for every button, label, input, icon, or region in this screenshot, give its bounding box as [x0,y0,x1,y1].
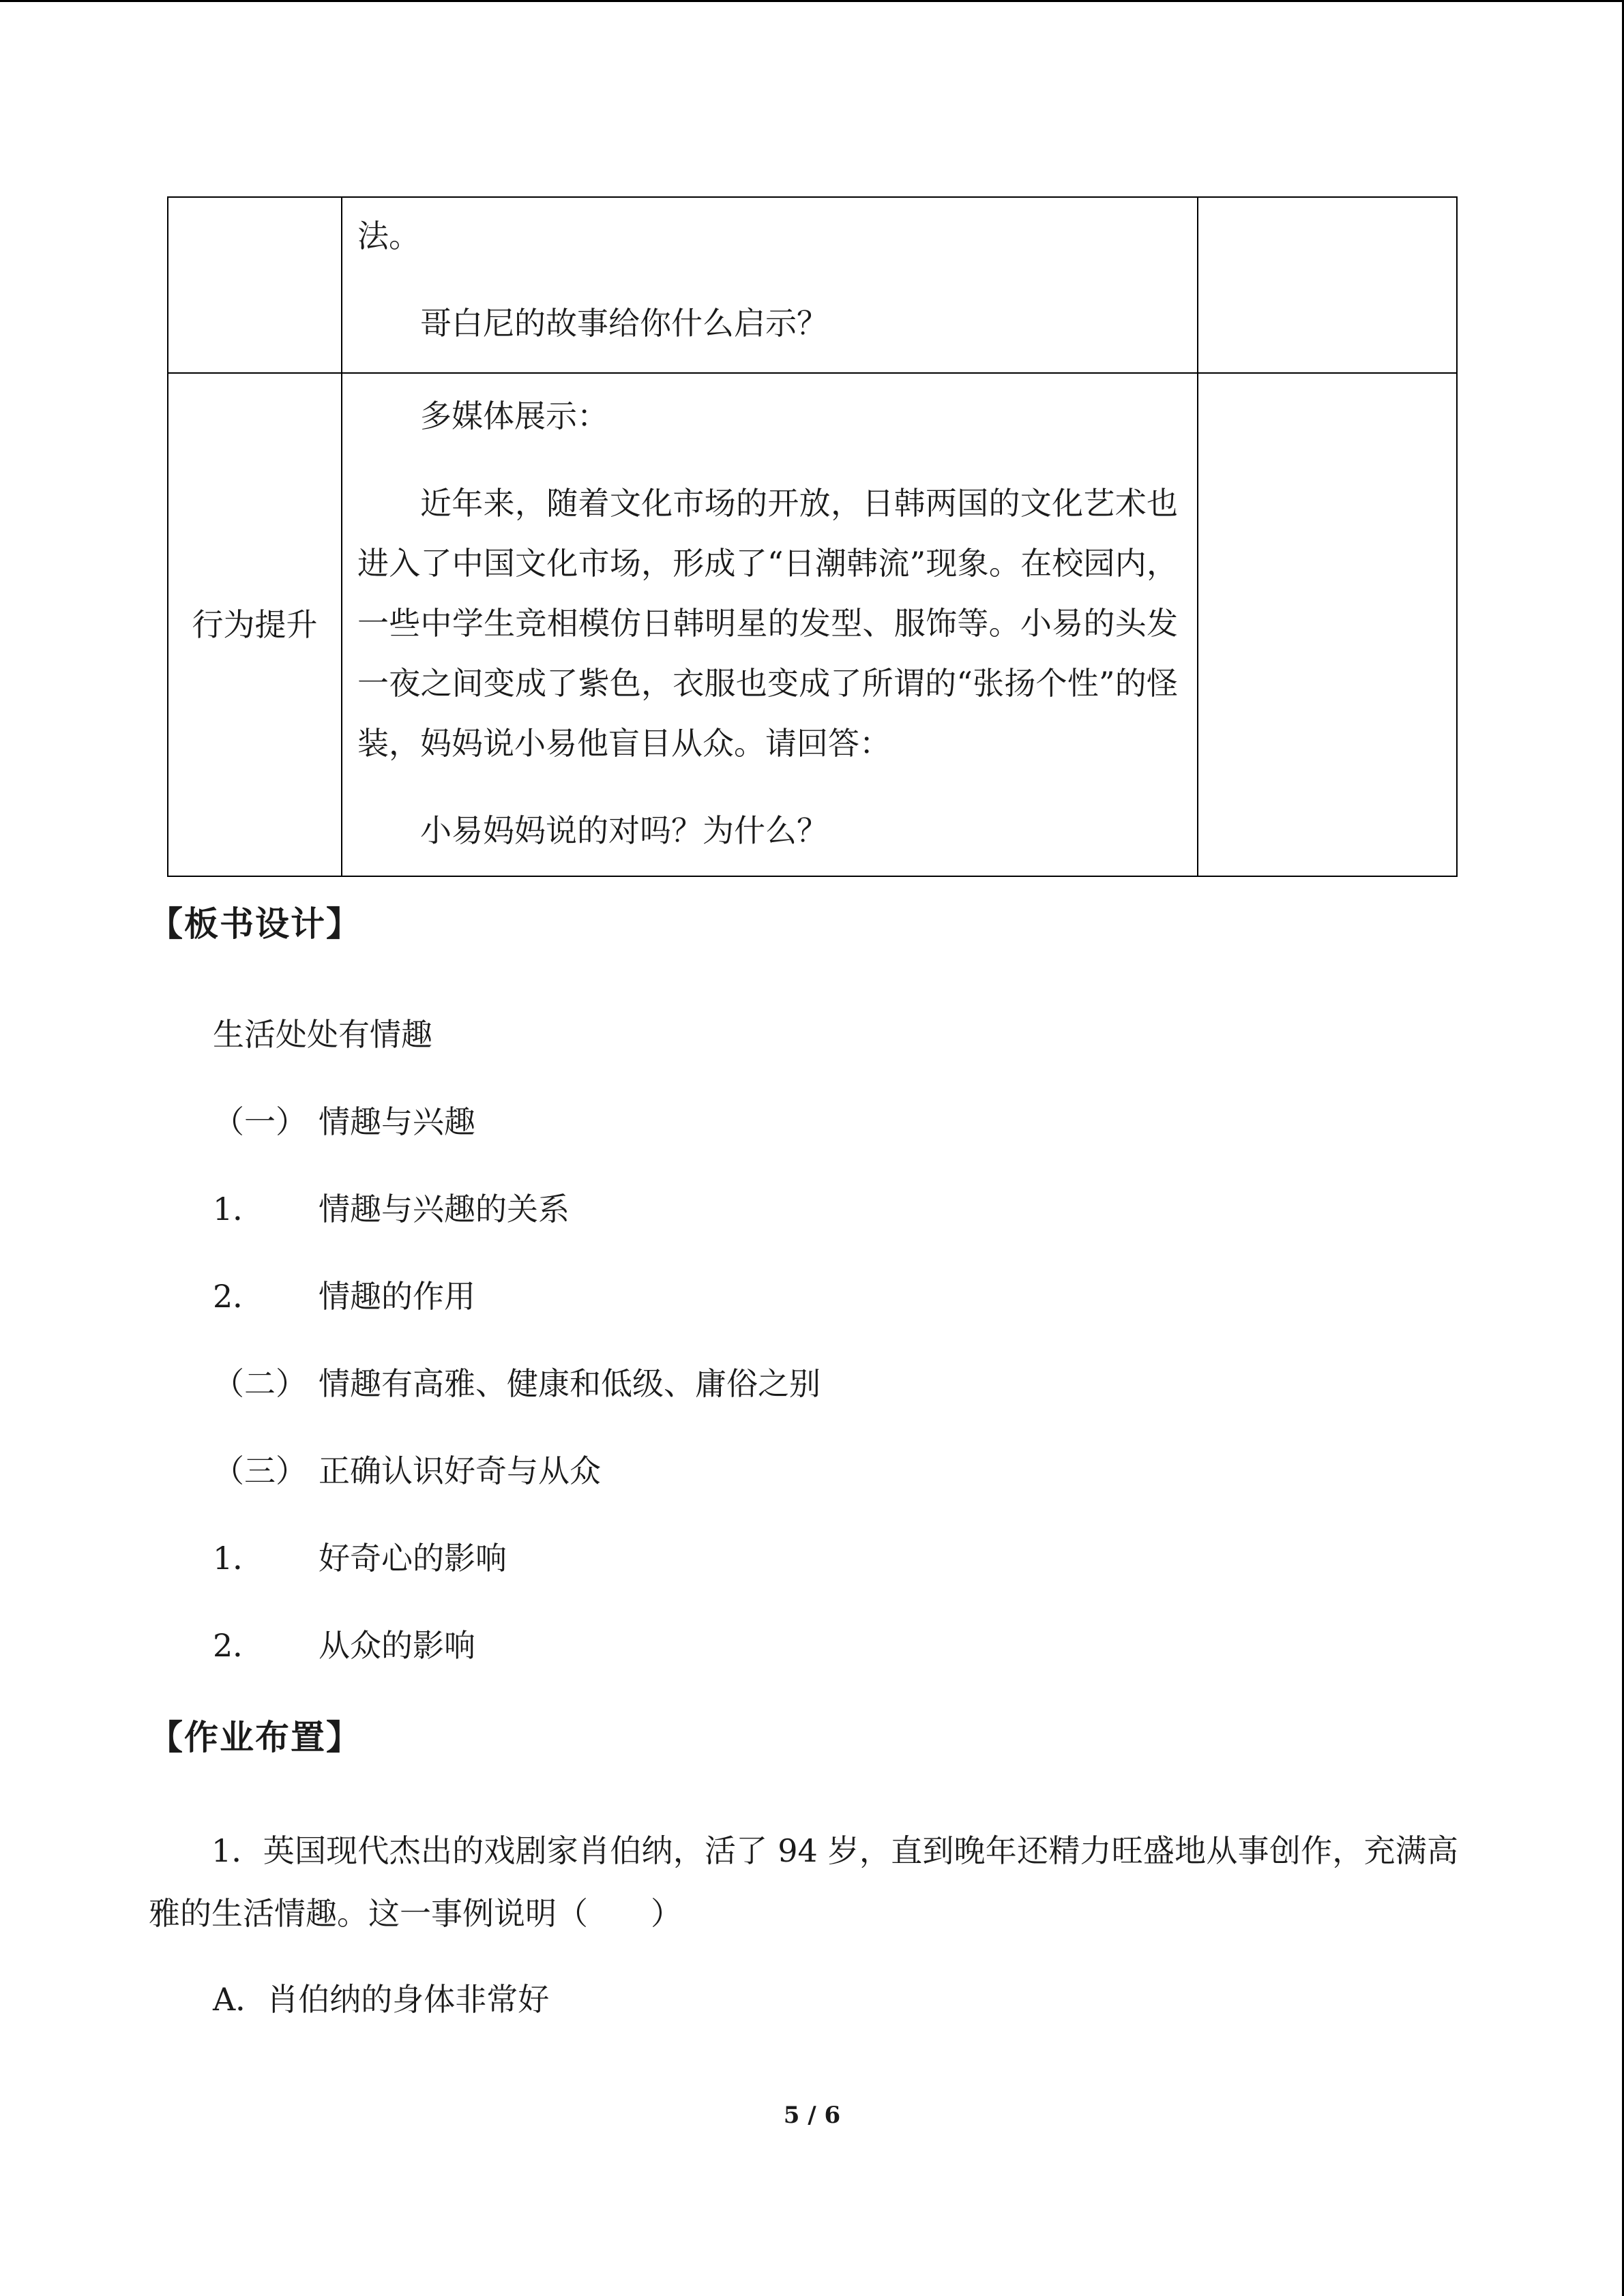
page-top-border [0,0,1624,2]
content-question: 小易妈妈说的对吗？为什么？ [420,812,828,849]
board-design-heading: 【板书设计】 [149,904,361,944]
item-marker: （一） [213,1103,307,1140]
item-text: 好奇心的影响 [319,1540,507,1577]
board-item [213,1189,570,1229]
board-item [213,1625,475,1666]
lesson-table [167,196,1458,877]
question-text: 1．英国现代杰出的戏剧家肖伯纳，活了 94 岁，直到晚年还精力旺盛地从事创作，充满高雅的生活情趣。这一事例说明（ ） [149,1832,1458,1932]
item-text: 情趣的作用 [319,1278,475,1315]
row-note-cell [1198,373,1457,876]
row-label-cell [168,197,342,373]
board-item [213,1101,475,1142]
item-text: 情趣有高雅、健康和低级、庸俗之别 [319,1365,821,1402]
board-item [213,1450,601,1491]
row-content-cell [342,373,1198,876]
row-note-cell [1198,197,1457,373]
item-marker: （三） [213,1452,307,1489]
item-text: 从众的影响 [319,1627,475,1664]
content-intro: 多媒体展示： [420,398,608,434]
homework-option-a: A．肖伯纳的身体非常好 [213,1981,550,2018]
board-item [213,1538,507,1579]
item-text: 情趣与兴趣的关系 [319,1191,570,1227]
homework-question [149,1819,1458,1945]
page-number: 5 / 6 [783,2102,841,2129]
item-marker: 2． [213,1627,265,1664]
item-marker: 2． [213,1278,265,1315]
content-story: 近年来，随着文化市场的开放，日韩两国的文化艺术也进入了中国文化市场，形成了“日潮韩流”现象。在校园内，一些中学生竞相模仿日韩明星的发型、服饰等。小易的头发一夜之间变成了紫色，衣服也变成了所谓的“张扬个性”的怪装，妈妈说小易他盲目从众。请回答： [357,485,1178,762]
board-item [213,1363,821,1404]
table-row [168,197,1457,373]
row-label-cell: 行为提升 [168,373,342,876]
item-marker: 1． [213,1540,265,1577]
table-row [168,373,1457,876]
content-line: 法。 [357,218,420,254]
board-item [213,1276,475,1317]
row-content-cell [342,197,1198,373]
content-line: 哥白尼的故事给你什么启示？ [420,305,828,342]
item-text: 正确认识好奇与从众 [319,1452,601,1489]
homework-heading: 【作业布置】 [149,1718,361,1757]
item-text: 情趣与兴趣 [319,1103,475,1140]
board-title: 生活处处有情趣 [213,1016,432,1053]
item-marker: 1． [213,1191,265,1227]
item-marker: （二） [213,1365,307,1402]
